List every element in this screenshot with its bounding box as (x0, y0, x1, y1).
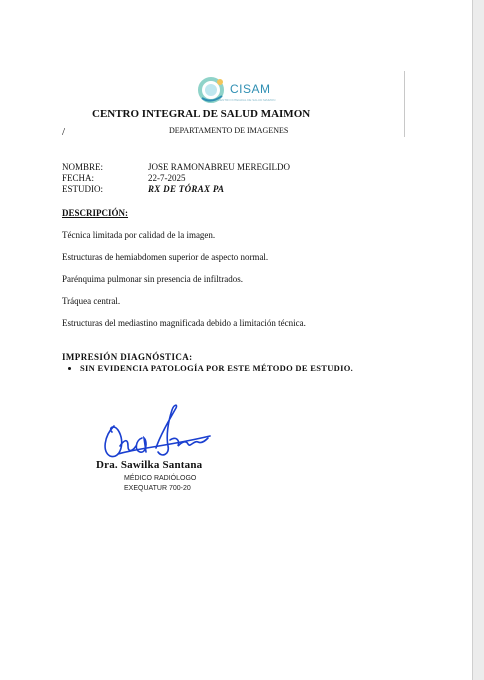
header-margin-rule (404, 71, 405, 137)
header-slash: / (62, 126, 66, 138)
description-line: Parénquima pulmonar sin presencia de infiltrados. (62, 274, 243, 284)
cisam-logo (196, 76, 276, 106)
date-label: FECHA: (62, 173, 95, 183)
impression-heading: IMPRESIÓN DIAGNÓSTICA: (62, 352, 193, 362)
date-value: 22-7-2025 (148, 173, 186, 183)
signer-name: Dra. Sawilka Santana (96, 459, 203, 471)
study-value: RX DE TÓRAX PA (148, 184, 225, 194)
description-line: Técnica limitada por calidad de la imagen. (62, 230, 216, 240)
name-label: NOMBRE: (62, 162, 104, 172)
signer-role: MÉDICO RADIÓLOGO (124, 475, 197, 482)
study-label: ESTUDIO: (62, 184, 103, 194)
description-line: Tráquea central. (62, 296, 121, 306)
description-line: Estructuras del mediastino magnificada debido a limitación técnica. (62, 318, 306, 328)
organization-title: CENTRO INTEGRAL DE SALUD MAIMON (92, 108, 311, 120)
description-heading: DESCRIPCIÓN: (62, 208, 129, 218)
logo-wordmark: CISAM (230, 82, 271, 96)
impression-list (80, 363, 353, 373)
department-name: DEPARTAMENTO DE IMAGENES (169, 126, 289, 135)
signature-icon (98, 402, 218, 462)
handwritten-signature (98, 402, 218, 462)
signer-exequatur: EXEQUATUR 700-20 (124, 485, 191, 492)
window-scrollbar-track[interactable] (473, 0, 484, 680)
description-line: Estructuras de hemiabdomen superior de aspecto normal. (62, 252, 269, 262)
impression-item: • SIN EVIDENCIA PATOLOGÍA POR ESTE MÉTODO DE ESTUDIO. (80, 363, 353, 373)
logo-subtext: CENTRO INTEGRAL DE SALUD MAIMON (218, 98, 276, 102)
name-value: JOSE RAMONABREU MEREGILDO (148, 162, 291, 172)
